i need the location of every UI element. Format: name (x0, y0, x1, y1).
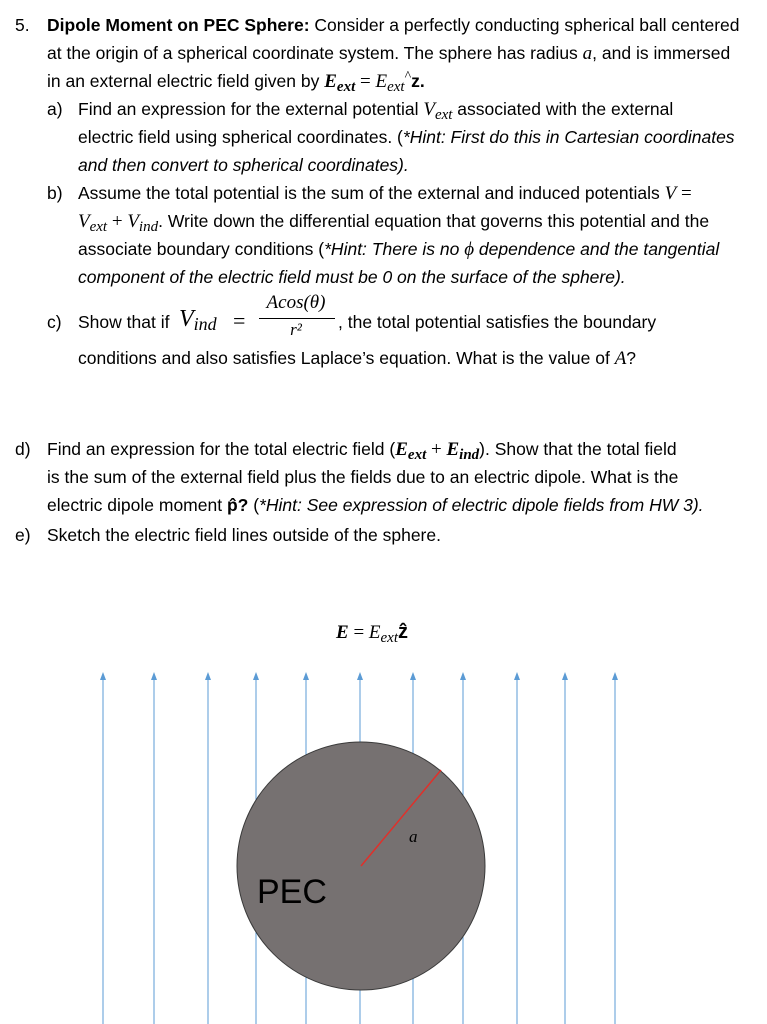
field-arrowhead-icon (612, 672, 618, 680)
field-arrowhead-icon (514, 672, 520, 680)
part-d-text-1-end: ). Show that the total field (479, 439, 677, 459)
math-plus: + (107, 211, 128, 232)
math-V: V (423, 99, 435, 120)
math-sub-ext: ext (407, 447, 427, 463)
problem-intro-2-end: , and is immersed (592, 43, 731, 63)
part-c-eq: = (233, 308, 246, 333)
math-E: E (336, 622, 349, 643)
fraction-denominator: r² (290, 320, 302, 339)
fraction-numerator: Acos(θ) (266, 292, 326, 313)
math-sub-ind: ind (138, 219, 159, 235)
part-b-text-2: . Write down the differential equation that governs this potential and the (158, 211, 710, 231)
math-z-hat: z. (411, 71, 425, 91)
field-arrowhead-icon (303, 672, 309, 680)
part-d-text-3: electric dipole moment (47, 495, 227, 515)
math-V: V (179, 306, 194, 332)
part-b-hint-1-end: dependence and the tangential (474, 239, 720, 259)
field-arrowhead-icon (100, 672, 106, 680)
problem-intro-3: in an external electric field given by (47, 71, 325, 91)
part-e-text-1: Sketch the electric field lines outside of the sphere. (47, 525, 441, 545)
part-d-text-1: Find an expression for the total electric field ( (47, 439, 396, 459)
problem-intro-1: Consider a perfectly conducting spherical ball centered (309, 15, 740, 35)
part-a-hint-2: and then convert to spherical coordinates). (78, 155, 409, 175)
part-c-label: c) (47, 312, 62, 332)
field-arrowhead-icon (253, 672, 259, 680)
math-sub-ext: ext (434, 107, 453, 123)
math-V-ind: V (127, 211, 139, 232)
math-V-ext: V (78, 211, 90, 232)
part-b-hint-2: component of the electric field must be 0 on the surface of the sphere). (78, 267, 626, 287)
part-c-text-1: Show that if (78, 312, 170, 332)
part-a-hint-1: *Hint: First do this in Cartesian coordinates (402, 127, 735, 147)
math-E-ext-2: E (375, 71, 388, 92)
math-plus: + (426, 439, 447, 460)
math-sub-ext: ext (336, 79, 356, 95)
sphere-label: PEC (257, 873, 327, 911)
math-E-ext: E (324, 71, 337, 92)
problem-intro-2: at the origin of a spherical coordinate system. The sphere has radius (47, 43, 583, 63)
part-d-text-2: is the sum of the external field plus the fields due to an electric dipole. What is the (47, 467, 679, 487)
math-eq: = (676, 183, 692, 204)
part-c-text-2-end: ? (626, 348, 637, 368)
radius-var: a (582, 43, 593, 64)
field-arrowhead-icon (460, 672, 466, 680)
math-sub-ind: ind (459, 447, 480, 463)
problem-title: Dipole Moment on PEC Sphere: (47, 15, 310, 35)
math-E-ind: E (446, 439, 460, 460)
part-b-hint-1: *Hint: There is no (324, 239, 465, 259)
part-b-text-3: associate boundary conditions ( (78, 239, 325, 259)
part-c-text-2: conditions and also satisfies Laplace’s equation. What is the value of (78, 348, 615, 368)
field-arrowhead-icon (410, 672, 416, 680)
radius-label: a (409, 827, 418, 846)
math-sub-ind: ind (193, 314, 217, 334)
part-c-text-1-end: , the total potential satisfies the boundary (338, 312, 657, 332)
part-a-text-1: Find an expression for the external potential (78, 99, 424, 119)
math-p-hat: p̂? (226, 495, 249, 515)
part-b-text-1: Assume the total potential is the sum of the external and induced potentials (78, 183, 665, 203)
field-arrowhead-icon (562, 672, 568, 680)
part-d-label: d) (15, 439, 31, 459)
part-d-paren: ( (248, 495, 260, 515)
math-E-ext: E (368, 622, 381, 643)
math-eq: = (355, 71, 376, 92)
math-z-hat: ẑ (398, 621, 408, 643)
math-eq: = (348, 622, 369, 643)
hat-mark: ^ (404, 69, 412, 84)
part-a-text-1-end: associated with the external (452, 99, 674, 119)
field-arrowhead-icon (205, 672, 211, 680)
field-arrowhead-icon (357, 672, 363, 680)
part-b-label: b) (47, 183, 63, 203)
math-phi: ϕ (464, 239, 475, 260)
part-d-hint: *Hint: See expression of electric dipole fields from HW 3). (259, 495, 704, 515)
math-sub-ext-2: ext (387, 79, 405, 95)
math-A: A (614, 348, 627, 369)
math-E-ext: E (395, 439, 408, 460)
part-a-label: a) (47, 99, 63, 119)
field-arrowhead-icon (151, 672, 157, 680)
math-sub-ext: ext (380, 630, 398, 646)
part-e-label: e) (15, 525, 31, 545)
problem-number: 5. (15, 15, 30, 35)
math-V: V (664, 183, 677, 204)
part-a-text-2: electric field using spherical coordinates. ( (78, 127, 403, 147)
math-sub-ext: ext (89, 219, 108, 235)
